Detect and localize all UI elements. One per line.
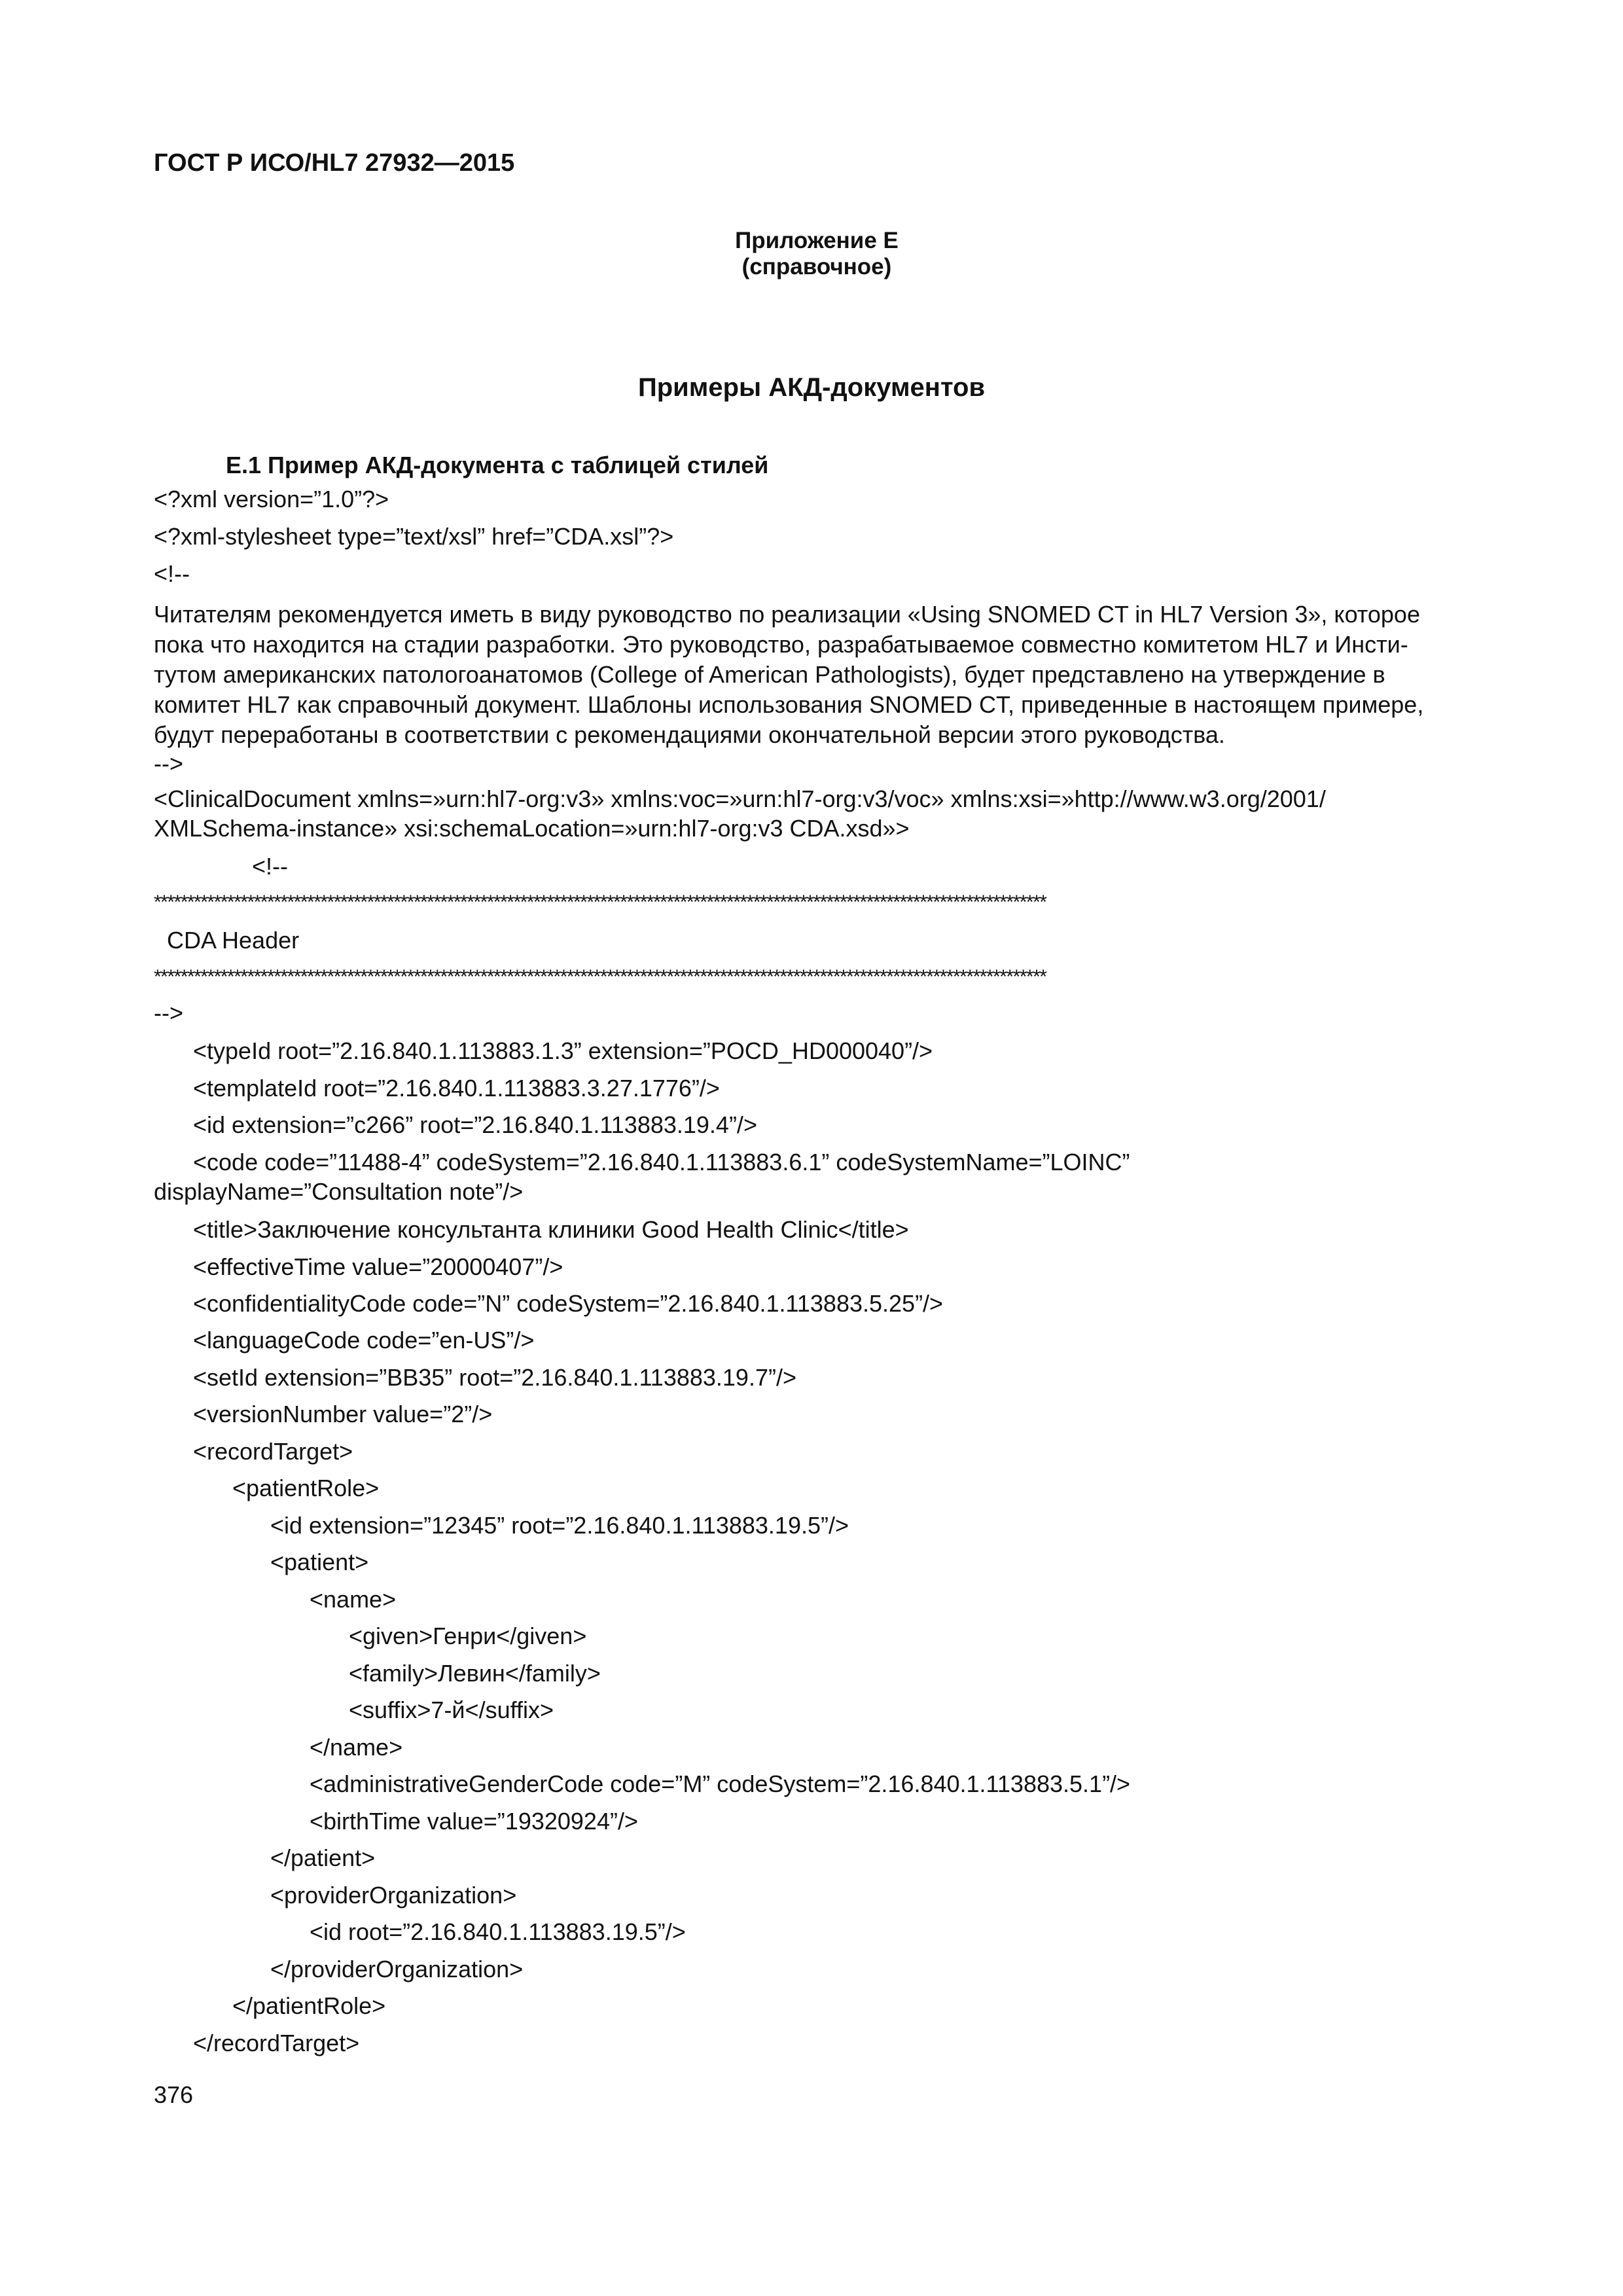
note-line: Читателям рекомендуется иметь в виду руководство по реализации «Using SNOMED CT in HL7 Version 3», которое bbox=[154, 601, 1420, 628]
code-line-birth-time: <birthTime value=”19320924”/> bbox=[310, 1808, 638, 1835]
code-line-effective-time: <effectiveTime value=”20000407”/> bbox=[193, 1253, 563, 1280]
code-line-id: <id extension=”c266” root=”2.16.840.1.113883.19.4”/> bbox=[193, 1111, 757, 1138]
code-line-patient-close: </patient> bbox=[270, 1844, 376, 1871]
code-line-code-cont: displayName=”Consultation note”/> bbox=[154, 1178, 524, 1205]
code-line-patient: <patient> bbox=[270, 1549, 369, 1575]
note-line: комитет HL7 как справочный документ. Шаблоны использования SNOMED CT, приведенные в настоящем примере, bbox=[154, 691, 1424, 718]
code-line-gender: <administrativeGenderCode code=”M” codeSystem=”2.16.840.1.113883.5.1”/> bbox=[310, 1770, 1131, 1797]
code-line-patient-id: <id extension=”12345” root=”2.16.840.1.113883.19.5”/> bbox=[270, 1512, 849, 1539]
section-heading: Е.1 Пример АКД-документа с таблицей стилей bbox=[226, 452, 769, 478]
page-number: 376 bbox=[154, 2081, 194, 2108]
asterisk-divider: ************************************************************************************************************************************** bbox=[154, 966, 1046, 988]
clinical-document-open-line1: <ClinicalDocument xmlns=»urn:hl7-org:v3» xmlns:voc=»urn:hl7-org:v3/voc» xmlns:xsi=»http://www.w3.org/2001/ bbox=[154, 785, 1326, 812]
xml-declaration: <?xml version=”1.0”?> bbox=[154, 486, 389, 512]
asterisk-divider: ************************************************************************************************************************************** bbox=[154, 891, 1046, 913]
code-line-suffix: <suffix>7-й</suffix> bbox=[349, 1696, 554, 1723]
code-line-record-target: <recordTarget> bbox=[193, 1438, 353, 1465]
code-line-family: <family>Левин</family> bbox=[349, 1660, 601, 1687]
code-line-name-close: </name> bbox=[310, 1734, 403, 1761]
header-comment-close: --> bbox=[154, 999, 183, 1026]
note-paragraph bbox=[154, 600, 1469, 750]
code-line-given: <given>Генри</given> bbox=[349, 1623, 587, 1649]
annex-label: Приложение Е bbox=[735, 228, 899, 253]
note-line: тутом американских патологоанатомов (College of American Pathologists), будет представлено на утверждение в bbox=[154, 661, 1385, 688]
code-line-provider-org-close: </providerOrganization> bbox=[270, 1956, 524, 1982]
clinical-document-open-line2: XMLSchema-instance» xsi:schemaLocation=»urn:hl7-org:v3 CDA.xsd»> bbox=[154, 815, 910, 842]
code-line-record-target-close: </recordTarget> bbox=[193, 2030, 360, 2056]
code-line-name: <name> bbox=[310, 1586, 397, 1613]
document-code: ГОСТ Р ИСО/HL7 27932—2015 bbox=[154, 149, 515, 177]
code-line-title: <title>Заключение консультанта клиники Good Health Clinic</title> bbox=[193, 1216, 909, 1243]
code-line-version: <versionNumber value=”2”/> bbox=[193, 1401, 493, 1427]
code-line-patient-role-close: </patientRole> bbox=[232, 1992, 386, 2019]
code-line-language: <languageCode code=”en-US”/> bbox=[193, 1327, 535, 1354]
code-line-typeid: <typeId root=”2.16.840.1.113883.1.3” extension=”POCD_HD000040”/> bbox=[193, 1037, 933, 1064]
cda-header-label: CDA Header bbox=[167, 927, 300, 954]
comment-open: <!-- bbox=[154, 560, 190, 587]
note-line: будут переработаны в соответствии с рекомендациями окончательной версии этого руководства. bbox=[154, 721, 1225, 748]
code-line-provider-id: <id root=”2.16.840.1.113883.19.5”/> bbox=[310, 1918, 686, 1945]
code-line-templateid: <templateId root=”2.16.840.1.113883.3.27.1776”/> bbox=[193, 1075, 720, 1102]
annex-title: Примеры АКД-документов bbox=[637, 373, 986, 402]
code-line-code: <code code=”11488-4” codeSystem=”2.16.840.1.113883.6.1” codeSystemName=”LOINC” bbox=[193, 1149, 1130, 1175]
code-line-confidentiality: <confidentialityCode code=”N” codeSystem=”2.16.840.1.113883.5.25”/> bbox=[193, 1290, 944, 1317]
comment-close: --> bbox=[154, 750, 183, 777]
note-line: пока что находится на стадии разработки. Это руководство, разрабатываемое совместно комитетом HL7 и Инсти- bbox=[154, 631, 1408, 658]
code-line-setid: <setId extension=”BB35” root=”2.16.840.1.113883.19.7”/> bbox=[193, 1364, 796, 1391]
xml-stylesheet-instruction: <?xml-stylesheet type=”text/xsl” href=”CDA.xsl”?> bbox=[154, 523, 674, 550]
annex-type: (справочное) bbox=[741, 254, 892, 279]
code-line-patient-role: <patientRole> bbox=[232, 1475, 380, 1501]
header-comment-open: <!-- bbox=[252, 853, 289, 880]
code-line-provider-org: <providerOrganization> bbox=[270, 1882, 517, 1909]
